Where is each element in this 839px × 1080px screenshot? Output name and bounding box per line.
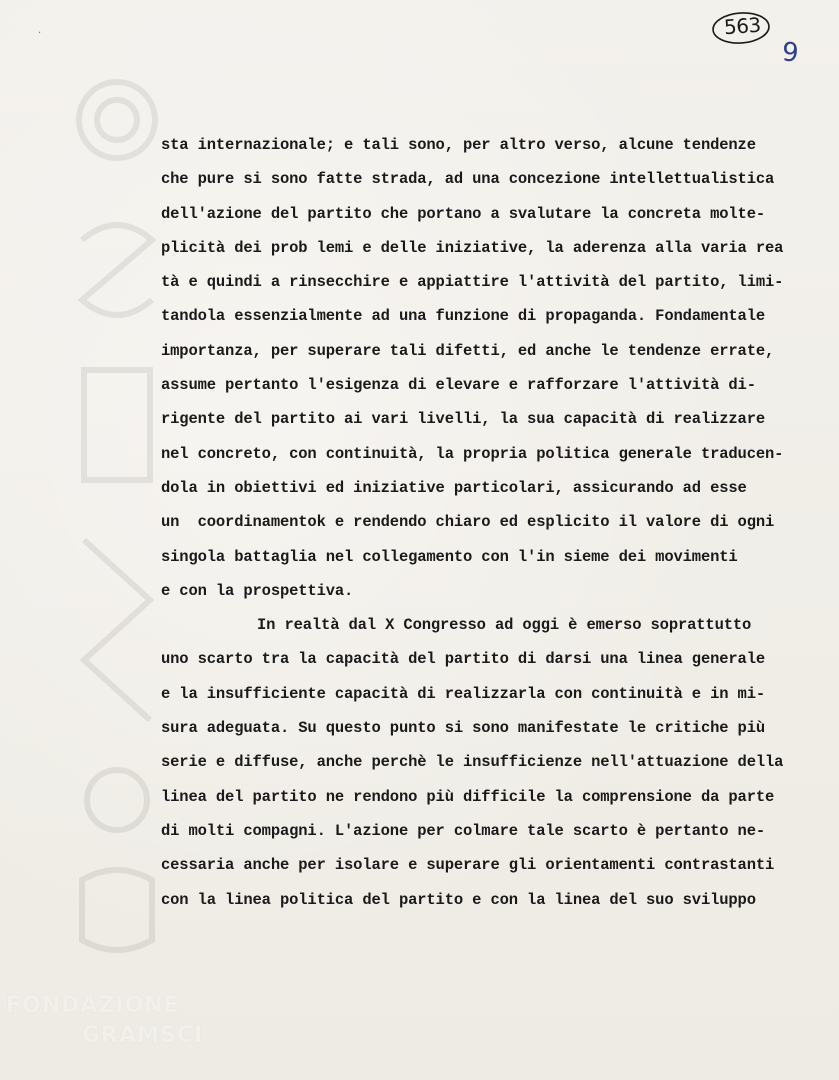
- text-line: tandola essenzialmente ad una funzione di propaganda. Fondamentale: [161, 307, 766, 326]
- text-line: e la insufficiente capacità di realizzarla con continuità e in mi-: [161, 684, 766, 703]
- text-line: dola in obiettivi ed iniziative particolari, assicurando ad esse: [161, 478, 747, 497]
- text-line: di molti compagni. L'azione per colmare tale scarto è pertanto ne-: [161, 821, 766, 840]
- handwritten-page-number: 9: [780, 37, 800, 69]
- text-line: linea del partito ne rendono più difficile la comprensione da parte: [161, 787, 775, 806]
- text-line: plicità dei prob lemi e delle iniziative, la aderenza alla varia rea: [161, 238, 784, 257]
- text-line: nel concreto, con continuità, la propria politica generale traducen-: [161, 444, 784, 463]
- paragraph-first-line: In realtà dal X Congresso ad oggi è emerso soprattutto: [257, 616, 752, 635]
- folio-number: 563: [723, 12, 762, 40]
- archive-watermark-emblem: [62, 40, 172, 1020]
- text-line: assume pertanto l'esigenza di elevare e rafforzare l'attività di-: [161, 376, 756, 395]
- text-line: un coordinamentok e rendendo chiaro ed esplicito il valore di ogni: [161, 513, 775, 532]
- text-line: rigente del partito ai vari livelli, la sua capacità di realizzare: [161, 410, 766, 429]
- text-line: cessaria anche per isolare e superare gli orientamenti contrastanti: [161, 856, 775, 875]
- typewritten-text: [161, 128, 839, 917]
- text-line: importanza, per superare tali difetti, ed anche le tendenze errate,: [161, 341, 775, 360]
- text-line: sta internazionale; e tali sono, per altro verso, alcune tendenze: [161, 136, 756, 154]
- text-line: e con la prospettiva.: [161, 581, 354, 600]
- text-line: con la linea politica del partito e con la linea del suo sviluppo: [161, 890, 756, 909]
- text-line: serie e diffuse, anche perchè le insufficienze nell'attuazione della: [161, 753, 784, 772]
- text-line: che pure si sono fatte strada, ad una concezione intellettualistica: [161, 170, 775, 189]
- archive-logo-watermark: [0, 985, 230, 1065]
- text-line: singola battaglia nel collegamento con l'in sieme dei movimenti: [161, 547, 738, 566]
- text-line: sura adeguata. Su questo punto si sono manifestate le critiche più: [161, 719, 766, 738]
- archive-name-2: GRAMSCI: [82, 1023, 204, 1048]
- text-line: tà e quindi a rinsecchire e appiattire l'attività del partito, limi-: [161, 273, 784, 292]
- text-line: uno scarto tra la capacità del partito di darsi una linea generale: [161, 650, 766, 669]
- margin-mark: ·: [38, 28, 42, 39]
- archive-name: FONDAZIONE: [6, 993, 180, 1018]
- text-line: dell'azione del partito che portano a svalutare la concreta molte-: [161, 204, 766, 223]
